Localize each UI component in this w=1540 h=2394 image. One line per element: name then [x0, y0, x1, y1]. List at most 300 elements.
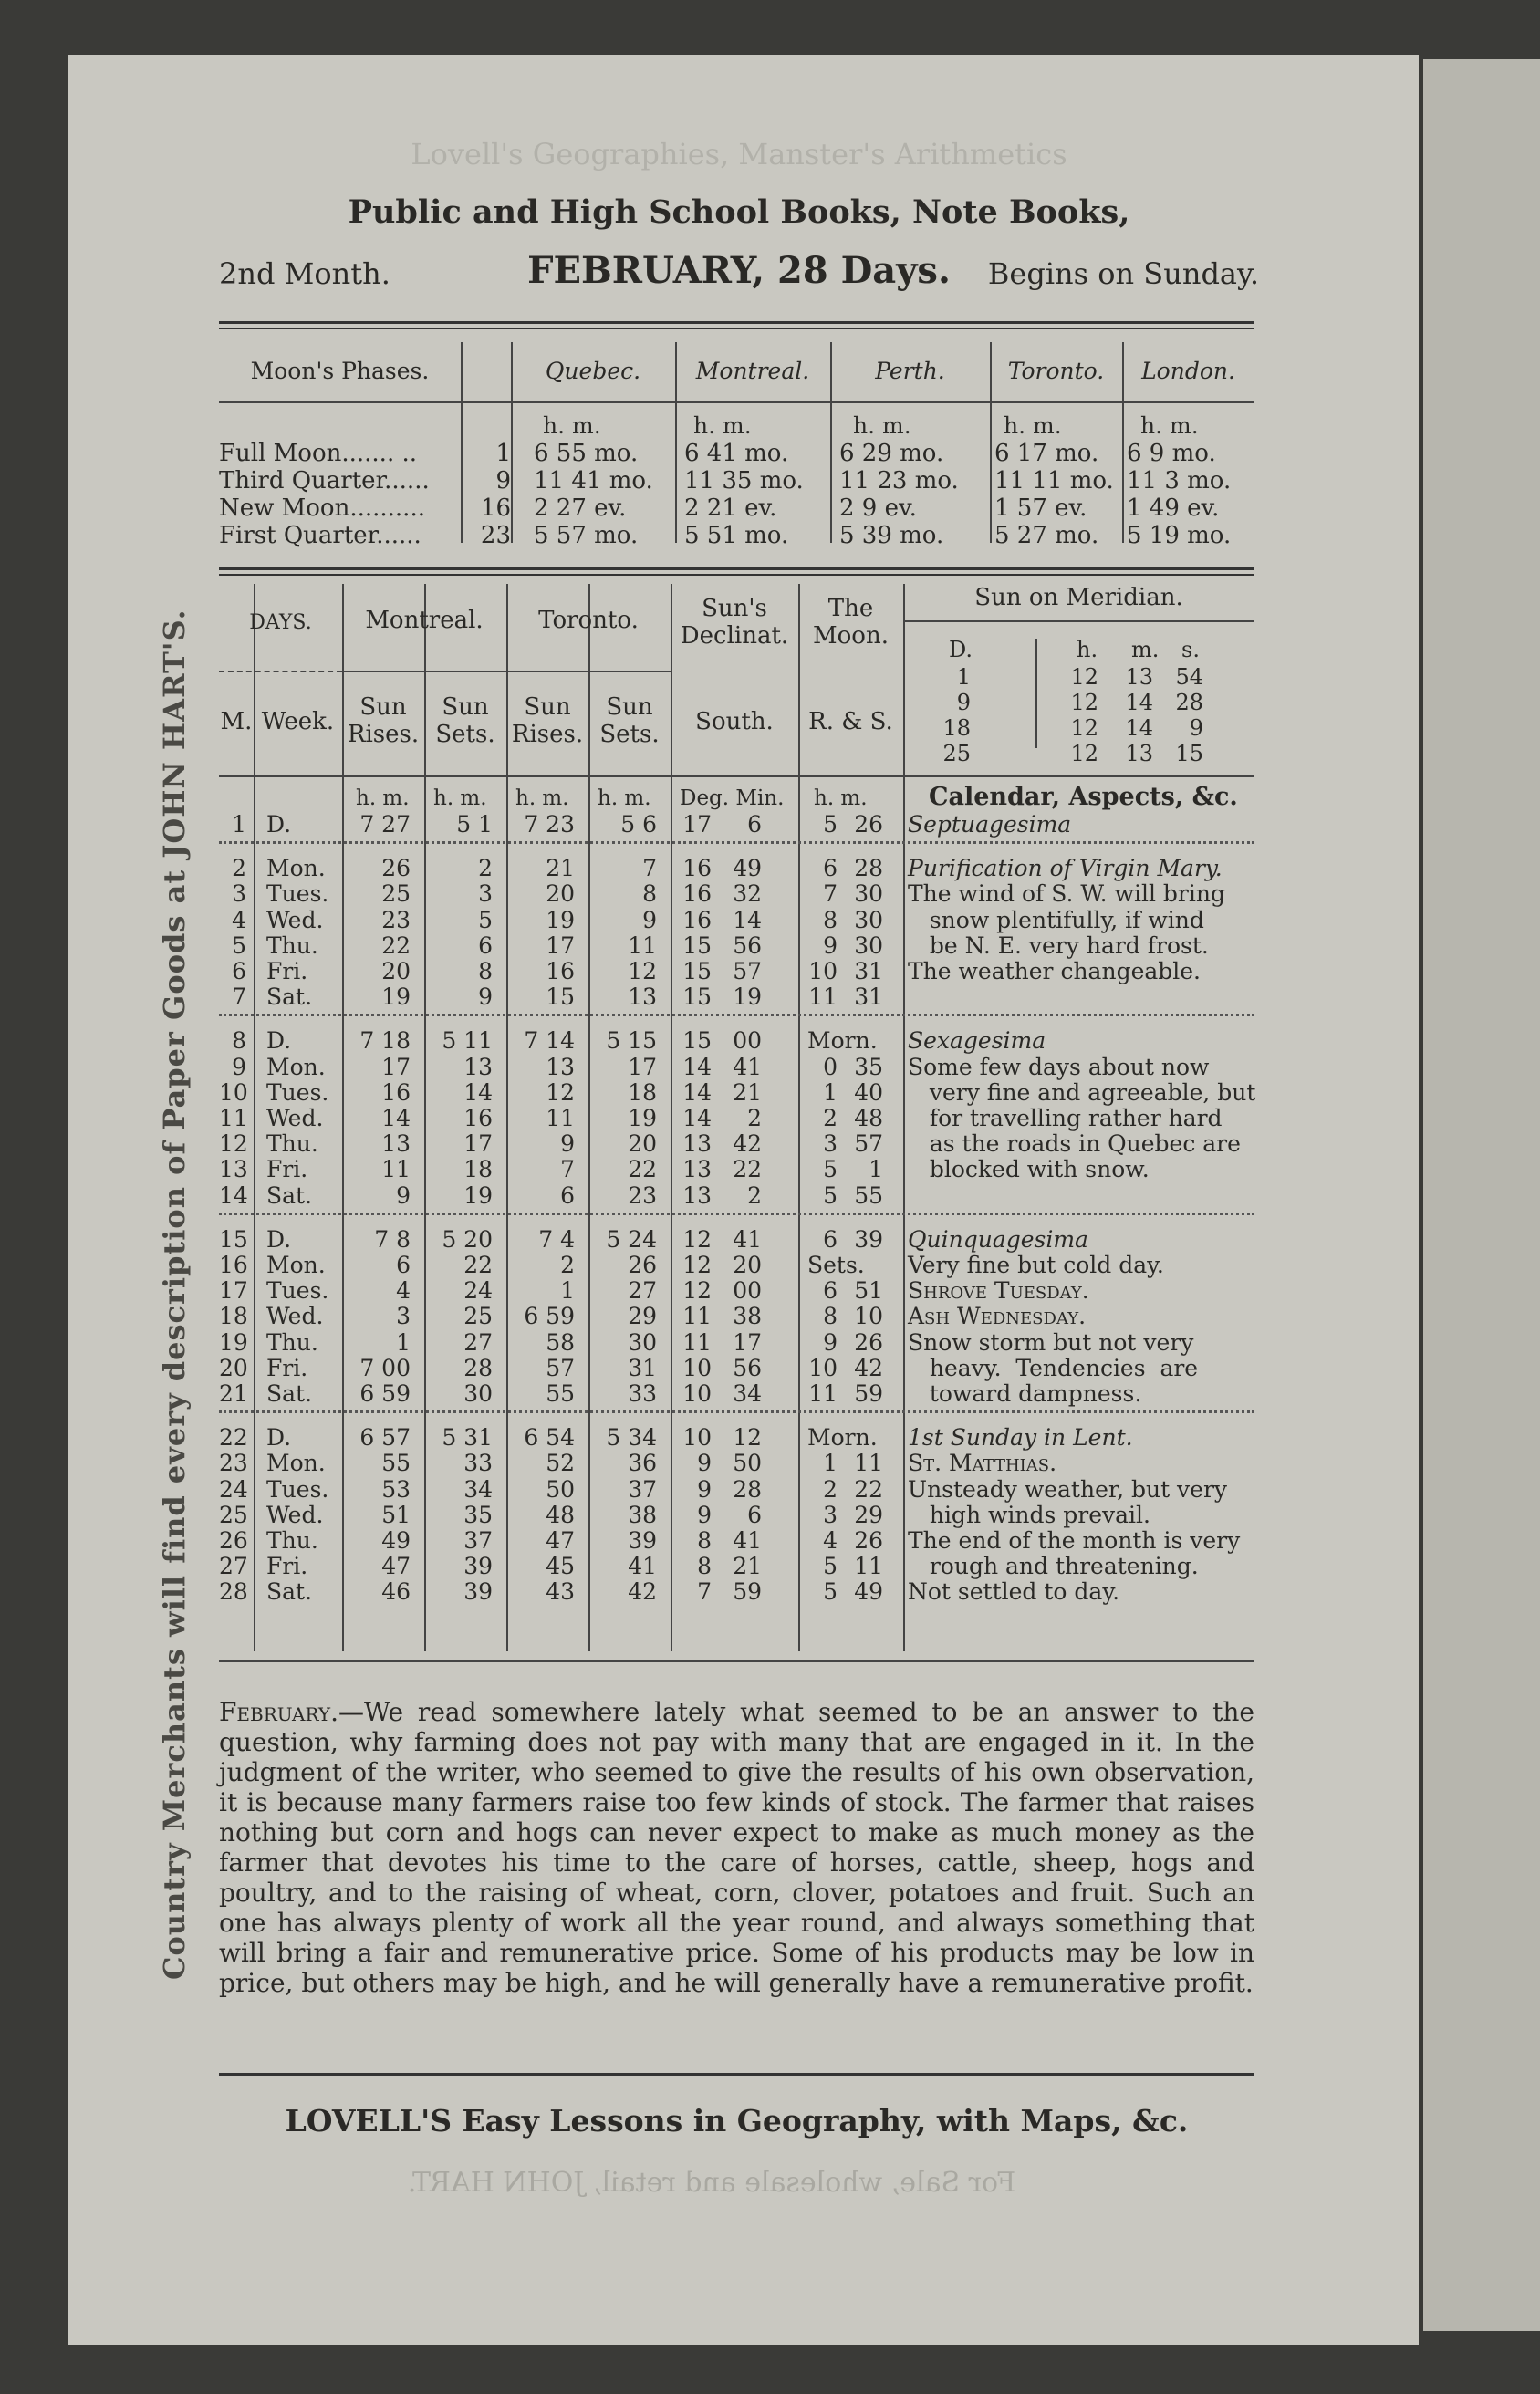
- calendar-note: very fine and agreeable, but: [908, 1078, 1256, 1106]
- time-quebec: 2 27 ev.: [534, 494, 627, 522]
- phase-name: New Moon..........: [219, 494, 425, 522]
- moon-minute: 30: [854, 906, 883, 933]
- toronto-rise: 9: [560, 1130, 575, 1158]
- day-of-week: D.: [266, 811, 292, 838]
- montreal-rise: 6 59: [359, 1380, 411, 1407]
- phase-name: Third Quarter......: [219, 467, 430, 494]
- declination-min: 28: [733, 1475, 762, 1503]
- toronto-rise: 57: [546, 1354, 575, 1381]
- sun-rises-header: Sun Rises.: [511, 693, 584, 748]
- toronto-rise: 15: [546, 984, 575, 1011]
- calendar-note: for travelling rather hard: [908, 1105, 1223, 1131]
- toronto-rise: 16: [546, 958, 575, 984]
- montreal-set: 27: [463, 1328, 493, 1356]
- moon-minute: 31: [854, 984, 883, 1011]
- toronto-rise: 48: [546, 1501, 575, 1528]
- table-row: [219, 1027, 1254, 1055]
- declination-deg: 12: [682, 1277, 712, 1305]
- toronto-rise: 58: [546, 1328, 575, 1356]
- day-of-week: Wed.: [266, 1501, 324, 1528]
- day-of-week: Fri.: [266, 1354, 308, 1381]
- month-number: 2nd Month.: [219, 256, 390, 291]
- toronto-rise: 11: [546, 1105, 575, 1131]
- calendar-note: high winds prevail.: [908, 1501, 1150, 1528]
- montreal-set: 33: [463, 1450, 493, 1477]
- day-of-month: 18: [219, 1303, 248, 1330]
- day-of-week: D.: [266, 1027, 292, 1055]
- time-perth: 5 39 mo.: [839, 522, 944, 549]
- declination-min: 32: [733, 880, 762, 908]
- phase-day: 16: [480, 494, 511, 522]
- toronto-set: 30: [628, 1328, 657, 1356]
- calendar-note: Very fine but cold day.: [908, 1252, 1164, 1278]
- moon-hour: 6: [823, 1225, 838, 1253]
- day-of-month: 14: [219, 1181, 248, 1209]
- moon-minute: 35: [854, 1053, 883, 1080]
- day-of-week: Mon.: [266, 1053, 326, 1080]
- calendar-note: 1st Sunday in Lent.: [908, 1424, 1133, 1452]
- moon-minute: 57: [854, 1130, 883, 1158]
- day-of-week: Thu.: [266, 1527, 318, 1554]
- declination-deg: 8: [697, 1553, 712, 1580]
- day-of-month: 15: [219, 1225, 248, 1253]
- m-header: M.: [220, 708, 253, 735]
- meridian-value: 54: [1175, 664, 1203, 690]
- day-of-month: 20: [219, 1354, 248, 1381]
- montreal-set: 39: [463, 1578, 493, 1606]
- declination-min: 56: [733, 1354, 762, 1381]
- meridian-value: 14: [1125, 715, 1153, 741]
- south-header: South.: [695, 708, 774, 735]
- toronto-set: 41: [628, 1553, 657, 1580]
- moon-hour: 11: [808, 984, 838, 1011]
- declination-deg: 13: [682, 1156, 712, 1183]
- day-of-week: Mon.: [266, 1450, 326, 1477]
- declination-min: 00: [733, 1277, 762, 1305]
- days-rule: [219, 671, 342, 672]
- moon-hour: 9: [823, 1328, 838, 1356]
- declination-deg: 12: [682, 1225, 712, 1253]
- calendar-note: Quinquagesima: [908, 1225, 1088, 1253]
- unit-label: h. m.: [433, 786, 487, 810]
- unit-label: h. m.: [598, 786, 651, 810]
- toronto-set: 19: [628, 1105, 657, 1131]
- montreal-set: 19: [463, 1181, 493, 1209]
- meridian-col-header: D.: [949, 637, 973, 662]
- montreal-set: 5: [478, 906, 493, 933]
- declination-min: 21: [733, 1553, 762, 1580]
- montreal-rise: 7 00: [359, 1354, 411, 1381]
- day-of-month: 17: [219, 1277, 248, 1305]
- declination-min: 41: [733, 1527, 762, 1554]
- moon-minute: 11: [854, 1553, 883, 1580]
- time-quebec: 11 41 mo.: [534, 467, 653, 494]
- toronto-rise: 19: [546, 906, 575, 933]
- time-toronto: 11 11 mo.: [994, 467, 1114, 494]
- moon-hour: 10: [808, 958, 838, 984]
- toronto-set: 22: [628, 1156, 657, 1183]
- declination-min: 56: [733, 932, 762, 959]
- declination-min: 2: [747, 1181, 762, 1209]
- montreal-set: 22: [463, 1252, 493, 1278]
- montreal-set: 5 11: [442, 1027, 493, 1055]
- header-bottom-rule: [219, 775, 1254, 777]
- meridian-value: 13: [1125, 664, 1153, 690]
- toronto-rise: 1: [560, 1277, 575, 1305]
- montreal-rise: 20: [381, 958, 411, 984]
- toronto-set: 39: [628, 1527, 657, 1554]
- day-of-month: 7: [232, 984, 246, 1011]
- month-title: FEBRUARY, 28 Days.: [527, 249, 951, 292]
- rs-header: R. & S.: [808, 708, 893, 735]
- day-of-week: Sat.: [266, 1380, 313, 1407]
- moon-header: Toronto.: [1007, 358, 1105, 384]
- moon-hour: 2: [823, 1475, 838, 1503]
- moon-minute: 30: [854, 880, 883, 908]
- declination-deg: 16: [682, 880, 712, 908]
- montreal-rise: 14: [381, 1105, 411, 1131]
- montreal-set: 5 31: [442, 1424, 493, 1452]
- day-of-month: 10: [219, 1078, 248, 1106]
- toronto-rise: 7 4: [538, 1225, 575, 1253]
- days-header: DAYS.: [249, 611, 312, 634]
- toronto-set: 29: [628, 1303, 657, 1330]
- toronto-set: 23: [628, 1181, 657, 1209]
- moon-minute: 55: [854, 1181, 883, 1209]
- day-of-week: Sat.: [266, 984, 313, 1011]
- moon-row: [219, 440, 1254, 469]
- bleed-through-top: Lovell's Geographies, Manster's Arithmetics: [411, 137, 1067, 172]
- moon-row: [219, 467, 1254, 496]
- day-of-week: Thu.: [266, 932, 318, 959]
- declination-min: 34: [733, 1380, 762, 1407]
- paragraph-lead: February.: [219, 1697, 339, 1727]
- toronto-set: 33: [628, 1380, 657, 1407]
- declination-deg: 11: [682, 1328, 712, 1356]
- toronto-rise: 52: [546, 1450, 575, 1477]
- time-london: 6 9 mo.: [1127, 440, 1216, 467]
- bleed-through-bottom: For Sale, wholesale and retail, JOHN HART.: [407, 2167, 1016, 2199]
- montreal-set: 34: [463, 1475, 493, 1503]
- day-of-month: 9: [232, 1053, 246, 1080]
- montreal-rise: 9: [396, 1181, 411, 1209]
- toronto-header: Toronto.: [538, 607, 639, 634]
- moon-hour: 10: [808, 1354, 838, 1381]
- montreal-set: 18: [463, 1156, 493, 1183]
- montreal-set: 24: [463, 1277, 493, 1305]
- moon-hour: 0: [823, 1053, 838, 1080]
- montreal-rise: 11: [381, 1156, 411, 1183]
- meridian-value: 9: [1189, 715, 1203, 741]
- declination-min: 14: [733, 906, 762, 933]
- moon-header-rule: [219, 401, 1254, 403]
- day-of-week: Tues.: [266, 1475, 329, 1503]
- day-of-month: 26: [219, 1527, 248, 1554]
- declination-deg: 9: [697, 1450, 712, 1477]
- moon-minute: 39: [854, 1225, 883, 1253]
- day-of-month: 11: [219, 1105, 248, 1131]
- facing-page-edge: [1423, 59, 1540, 2331]
- sun-sets-header: Sun Sets.: [599, 693, 660, 748]
- moon-hour: 9: [823, 932, 838, 959]
- toronto-rise: 12: [546, 1078, 575, 1106]
- meridian-col-header: h.: [1077, 637, 1098, 662]
- time-montreal: 2 21 ev.: [684, 494, 777, 522]
- footer-rule: [219, 2073, 1254, 2076]
- day-of-week: D.: [266, 1424, 292, 1452]
- hm-unit: h. m.: [543, 412, 601, 439]
- table-bottom-rule: [219, 1660, 1254, 1662]
- toronto-rise: 43: [546, 1578, 575, 1606]
- montreal-rise: 26: [381, 855, 411, 882]
- header-line: Public and High School Books, Note Books,: [348, 193, 1130, 231]
- declination-deg: 15: [682, 1027, 712, 1055]
- montreal-rise: 7 18: [359, 1027, 411, 1055]
- declination-deg: 13: [682, 1181, 712, 1209]
- declination-min: 57: [733, 958, 762, 984]
- calendar-note: heavy. Tendencies are: [908, 1354, 1199, 1381]
- montreal-set: 13: [463, 1053, 493, 1080]
- toronto-rise: 6 54: [524, 1424, 575, 1452]
- moon-minute: 30: [854, 932, 883, 959]
- footer-advert: LOVELL'S Easy Lessons in Geography, with Maps, &c.: [285, 2103, 1189, 2139]
- toronto-rise: 7: [560, 1156, 575, 1183]
- toronto-set: 37: [628, 1475, 657, 1503]
- toronto-rise: 20: [546, 880, 575, 908]
- declination-deg: 11: [682, 1303, 712, 1330]
- toronto-rise: 2: [560, 1252, 575, 1278]
- declination-min: 41: [733, 1053, 762, 1080]
- moon-minute: 28: [854, 855, 883, 882]
- declination-min: 22: [733, 1156, 762, 1183]
- declination-deg: 9: [697, 1501, 712, 1528]
- montreal-set: 28: [463, 1354, 493, 1381]
- declination-deg: 15: [682, 932, 712, 959]
- toronto-set: 42: [628, 1578, 657, 1606]
- time-montreal: 5 51 mo.: [684, 522, 789, 549]
- declination-deg: 15: [682, 958, 712, 984]
- moon-minute: 48: [854, 1105, 883, 1131]
- table-row: [219, 1450, 1254, 1477]
- day-of-week: Tues.: [266, 1277, 329, 1305]
- calendar-note: Some few days about now: [908, 1053, 1210, 1080]
- dotted-separator: [219, 1213, 1254, 1215]
- meridian-value: 1: [956, 664, 971, 690]
- moon-rise-set: Sets.: [807, 1252, 865, 1278]
- toronto-set: 36: [628, 1450, 657, 1477]
- day-of-month: 22: [219, 1424, 248, 1452]
- montreal-rise: 47: [381, 1553, 411, 1580]
- montreal-set: 5 20: [442, 1225, 493, 1253]
- day-of-week: Wed.: [266, 1105, 324, 1131]
- montreal-set: 8: [478, 958, 493, 984]
- day-of-month: 5: [232, 932, 246, 959]
- calendar-note: Unsteady weather, but very: [908, 1475, 1228, 1503]
- moon-header: Moon's Phases.: [250, 358, 430, 384]
- toronto-set: 31: [628, 1354, 657, 1381]
- table-row: [219, 1303, 1254, 1330]
- calendar-note: St. Matthias.: [908, 1450, 1057, 1477]
- calendar-note: Not settled to day.: [908, 1578, 1120, 1606]
- calendar-note: rough and threatening.: [908, 1553, 1199, 1580]
- day-of-week: Fri.: [266, 1156, 308, 1183]
- day-of-week: Sat.: [266, 1578, 313, 1606]
- unit-label: h. m.: [515, 786, 569, 810]
- meridian-divider: [1035, 639, 1037, 748]
- day-of-month: 27: [219, 1553, 248, 1580]
- moon-minute: 26: [854, 811, 883, 838]
- moon-hour: 3: [823, 1130, 838, 1158]
- montreal-set: 2: [478, 855, 493, 882]
- montreal-rise: 25: [381, 880, 411, 908]
- moon-minute: 42: [854, 1354, 883, 1381]
- montreal-rise: 19: [381, 984, 411, 1011]
- toronto-set: 13: [628, 984, 657, 1011]
- moon-minute: 22: [854, 1475, 883, 1503]
- dotted-separator: [219, 1014, 1254, 1016]
- declination-min: 20: [733, 1252, 762, 1278]
- day-of-month: 21: [219, 1380, 248, 1407]
- moon-hour: 5: [823, 1181, 838, 1209]
- montreal-rise: 1: [396, 1328, 411, 1356]
- declination-min: 42: [733, 1130, 762, 1158]
- toronto-set: 5 24: [606, 1225, 657, 1253]
- table-row: [219, 1226, 1254, 1254]
- phase-day: 23: [480, 522, 511, 549]
- day-of-month: 4: [232, 906, 246, 933]
- toronto-set: 38: [628, 1501, 657, 1528]
- toronto-rise: 13: [546, 1053, 575, 1080]
- montreal-set: 17: [463, 1130, 493, 1158]
- time-london: 5 19 mo.: [1127, 522, 1232, 549]
- day-of-week: Mon.: [266, 855, 326, 882]
- montreal-rise: 16: [381, 1078, 411, 1106]
- montreal-set: 37: [463, 1527, 493, 1554]
- montreal-set: 39: [463, 1553, 493, 1580]
- calendar-note: Septuagesima: [908, 811, 1072, 838]
- moon-hour: 5: [823, 1156, 838, 1183]
- dotted-separator: [219, 1410, 1254, 1413]
- toronto-rise: 6: [560, 1181, 575, 1209]
- moon-hour: 8: [823, 906, 838, 933]
- declination-deg: 9: [697, 1475, 712, 1503]
- calendar-note: toward dampness.: [908, 1380, 1142, 1407]
- montreal-set: 25: [463, 1303, 493, 1330]
- montreal-set: 9: [478, 984, 493, 1011]
- time-toronto: 6 17 mo.: [994, 440, 1099, 467]
- moon-header: London.: [1141, 358, 1235, 384]
- february-paragraph: [219, 1697, 1254, 1998]
- toronto-set: 20: [628, 1130, 657, 1158]
- toronto-set: 5 6: [620, 811, 657, 838]
- meridian-col-header: m.: [1131, 637, 1160, 662]
- moon-header: The Moon.: [813, 595, 889, 650]
- day-of-month: 19: [219, 1328, 248, 1356]
- day-of-week: D.: [266, 1225, 292, 1253]
- declination-deg: 14: [682, 1078, 712, 1106]
- declination-min: 00: [733, 1027, 762, 1055]
- toronto-set: 26: [628, 1252, 657, 1278]
- declination-deg: 14: [682, 1105, 712, 1131]
- calendar-note: Sexagesima: [908, 1027, 1046, 1055]
- moon-minute: 29: [854, 1501, 883, 1528]
- moon-hour: 5: [823, 811, 838, 838]
- meridian-col-header: s.: [1181, 637, 1200, 662]
- moon-header: Perth.: [875, 358, 945, 384]
- calendar-note: The weather changeable.: [908, 958, 1202, 984]
- time-montreal: 11 35 mo.: [684, 467, 804, 494]
- montreal-rise: 7 8: [374, 1225, 411, 1253]
- toronto-rise: 6 59: [524, 1303, 575, 1330]
- montreal-set: 35: [463, 1501, 493, 1528]
- meridian-value: 28: [1175, 690, 1203, 715]
- toronto-rise: 7 23: [524, 811, 575, 838]
- montreal-rise: 49: [381, 1527, 411, 1554]
- moon-minute: 51: [854, 1277, 883, 1305]
- toronto-set: 12: [628, 958, 657, 984]
- calendar-note: snow plentifully, if wind: [908, 906, 1204, 933]
- montreal-set: 6: [478, 932, 493, 959]
- moon-minute: 49: [854, 1578, 883, 1606]
- double-rule: [219, 567, 1254, 576]
- calendar-note: as the roads in Quebec are: [908, 1130, 1241, 1158]
- day-of-week: Thu.: [266, 1130, 318, 1158]
- meridian-value: 12: [1070, 690, 1098, 715]
- montreal-rise: 3: [396, 1303, 411, 1330]
- montreal-rise: 51: [381, 1501, 411, 1528]
- declination-deg: 12: [682, 1252, 712, 1278]
- day-of-month: 16: [219, 1252, 248, 1278]
- montreal-rise: 17: [381, 1053, 411, 1080]
- declination-min: 41: [733, 1225, 762, 1253]
- calendar-note: The end of the month is very: [908, 1527, 1241, 1554]
- declination-deg: 10: [682, 1354, 712, 1381]
- moon-rise-set: Morn.: [807, 1027, 878, 1055]
- day-of-week: Mon.: [266, 1252, 326, 1278]
- moon-minute: 1: [869, 1156, 883, 1183]
- calendar-note: Ash Wednesday.: [908, 1303, 1087, 1330]
- toronto-rise: 17: [546, 932, 575, 959]
- day-of-month: 24: [219, 1475, 248, 1503]
- montreal-rise: 55: [381, 1450, 411, 1477]
- time-toronto: 1 57 ev.: [994, 494, 1087, 522]
- montreal-set: 30: [463, 1380, 493, 1407]
- montreal-rise: 53: [381, 1475, 411, 1503]
- montreal-set: 16: [463, 1105, 493, 1131]
- table-row: [219, 811, 1254, 838]
- time-quebec: 5 57 mo.: [534, 522, 639, 549]
- phase-name: Full Moon....... ..: [219, 440, 418, 467]
- declination-deg: 7: [697, 1578, 712, 1606]
- declination-min: 21: [733, 1078, 762, 1106]
- day-of-month: 12: [219, 1130, 248, 1158]
- hm-unit: h. m.: [1004, 412, 1062, 439]
- hm-unit: h. m.: [853, 412, 911, 439]
- montreal-rise: 23: [381, 906, 411, 933]
- day-of-month: 13: [219, 1156, 248, 1183]
- moon-hour: 6: [823, 1277, 838, 1305]
- moon-hour: 1: [823, 1450, 838, 1477]
- dotted-separator: [219, 841, 1254, 844]
- day-of-month: 1: [232, 811, 246, 838]
- declination-deg: 17: [682, 811, 712, 838]
- meridian-value: 12: [1070, 664, 1098, 690]
- unit-label: h. m.: [814, 786, 868, 810]
- declination-min: 49: [733, 855, 762, 882]
- day-of-month: 8: [232, 1027, 246, 1055]
- side-advert: Country Merchants will find every description of Paper Goods at JOHN HART'S.: [157, 609, 192, 1980]
- day-of-week: Thu.: [266, 1328, 318, 1356]
